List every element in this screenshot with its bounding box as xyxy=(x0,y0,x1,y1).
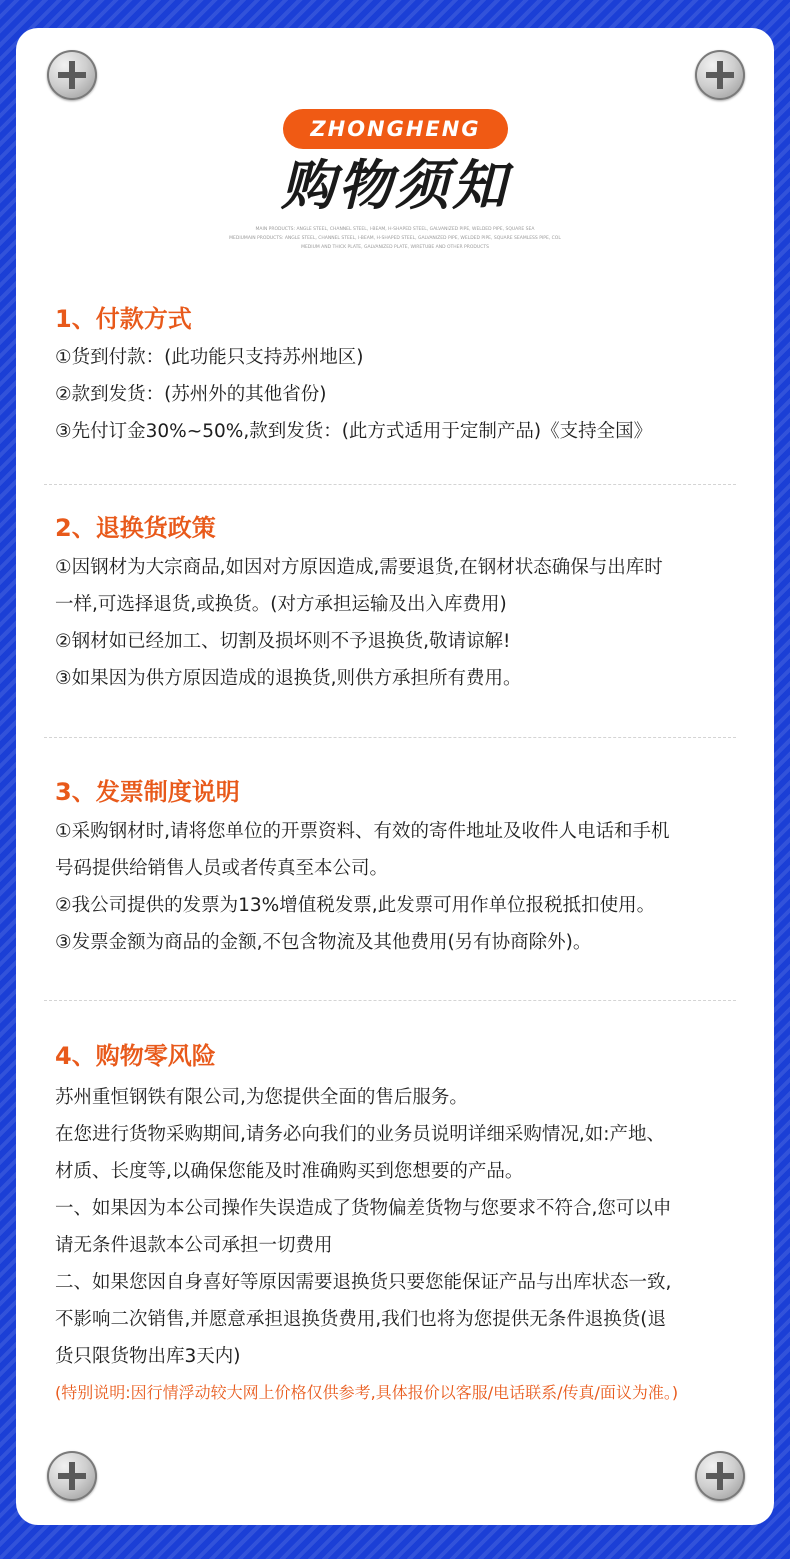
special-note: (特别说明:因行情浮动较大网上价格仅供参考,具体报价以客服/电话联系/传真/面议为准。) xyxy=(55,1383,679,1402)
section-title-payment: 1、付款方式 xyxy=(55,305,192,333)
section-title-invoice: 3、发票制度说明 xyxy=(55,778,240,806)
section-line: 不影响二次销售,并愿意承担退换货费用,我们也将为您提供无条件退换货(退 xyxy=(55,1309,666,1330)
section-line: ③如果因为供方原因造成的退换货,则供方承担所有费用。 xyxy=(55,668,522,689)
brand-badge: ZHONGHENG xyxy=(283,109,508,149)
section-line: ②我公司提供的发票为13%增值税发票,此发票可用作单位报税抵扣使用。 xyxy=(55,895,656,916)
section-line: ②钢材如已经加工、切割及损坏则不予退换货,敬请谅解! xyxy=(55,631,511,652)
section-line: 一样,可选择退货,或换货。(对方承担运输及出入库费用) xyxy=(55,594,507,615)
section-line: 苏州重恒钢铁有限公司,为您提供全面的售后服务。 xyxy=(55,1087,468,1108)
subtitle-line: MEDIUM AND THICK PLATE, GALVANIZED PLATE, WIRETUBE AND OTHER PRODUCTS xyxy=(301,245,489,250)
section-divider xyxy=(44,1000,736,1001)
screw-icon xyxy=(47,50,97,100)
section-line: ②款到发货：(苏州外的其他省份) xyxy=(55,384,327,405)
section-divider xyxy=(44,484,736,485)
section-title-zero-risk: 4、购物零风险 xyxy=(55,1042,216,1070)
screw-icon xyxy=(695,50,745,100)
section-line: 货只限货物出库3天内) xyxy=(55,1346,241,1367)
subtitle-line: MEDIUMAIN PRODUCTS: ANGLE STEEL, CHANNEL STEEL, I-BEAM, H-SHAPED STEEL, GALVANIZED PIPE, WELDED PIPE, SQUARE SEAMLESS PIPE, COL xyxy=(229,236,561,241)
screw-icon xyxy=(695,1451,745,1501)
section-line: ①采购钢材时,请将您单位的开票资料、有效的寄件地址及收件人电话和手机 xyxy=(55,821,670,842)
section-line: 材质、长度等,以确保您能及时准确购买到您想要的产品。 xyxy=(55,1161,524,1182)
section-line: ③先付订金30%~50%,款到发货：(此方式适用于定制产品)《支持全国》 xyxy=(55,421,653,442)
section-line: ①因钢材为大宗商品,如因对方原因造成,需要退货,在钢材状态确保与出库时 xyxy=(55,557,663,578)
section-line: 号码提供给销售人员或者传真至本公司。 xyxy=(55,858,389,879)
section-title-return-policy: 2、退换货政策 xyxy=(55,514,216,542)
screw-icon xyxy=(47,1451,97,1501)
section-divider xyxy=(44,737,736,738)
section-line: 一、如果因为本公司操作失误造成了货物偏差货物与您要求不符合,您可以申 xyxy=(55,1198,672,1219)
subtitle-line: MAIN PRODUCTS: ANGLE STEEL, CHANNEL STEEL, I-BEAM, H-SHAPED STEEL, GALVANIZED PIPE, WELDED PIPE, SQUARE SEA xyxy=(255,227,535,232)
page-title: 购物须知 xyxy=(281,154,509,217)
section-line: ①货到付款：(此功能只支持苏州地区) xyxy=(55,347,364,368)
section-line: 在您进行货物采购期间,请务必向我们的业务员说明详细采购情况,如:产地、 xyxy=(55,1124,665,1145)
section-line: 二、如果您因自身喜好等原因需要退换货只要您能保证产品与出库状态一致, xyxy=(55,1272,672,1293)
section-line: 请无条件退款本公司承担一切费用 xyxy=(55,1235,333,1256)
section-line: ③发票金额为商品的金额,不包含物流及其他费用(另有协商除外)。 xyxy=(55,932,592,953)
